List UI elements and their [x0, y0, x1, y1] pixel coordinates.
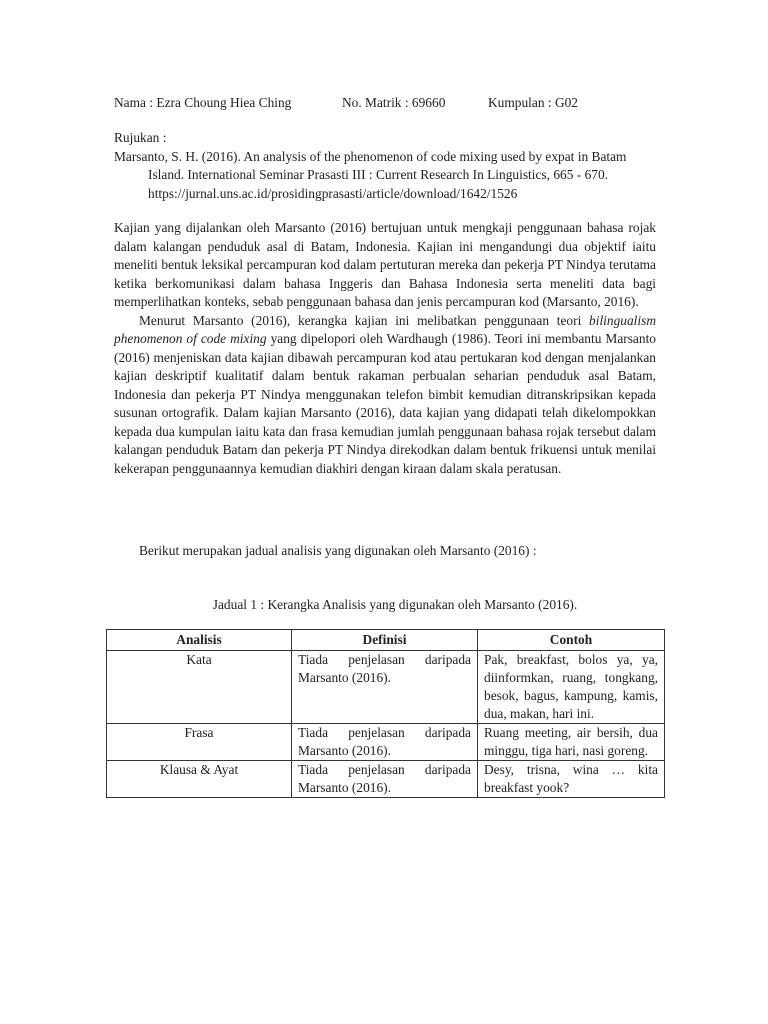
cell-analisis: Frasa — [107, 724, 292, 761]
cell-analisis: Kata — [107, 651, 292, 724]
header-contoh: Contoh — [478, 630, 665, 651]
summary-paragraph-2 — [114, 312, 656, 479]
cell-definisi: Tiada penjelasan daripada Marsanto (2016). — [292, 761, 478, 798]
cell-analisis: Klausa & Ayat — [107, 761, 292, 798]
reference-label: Rujukan : — [114, 130, 167, 145]
table-row — [107, 761, 665, 798]
table-header-row — [107, 630, 665, 651]
paragraph-2-end: yang dipelopori oleh Wardhaugh (1986). Teori ini membantu Marsanto (2016) menjeniskan data kajian dibawah percampuran kod atau pertukaran kod dengan menjalankan kajian deskriptif kualitatif dalam bentuk rakaman perbualan seharian penduduk asal Batam, Indonesia dan pekerja PT Nindya menggunakan telefon bimbit kemudian ditranskripsikan kepada susunan ortografik. Dalam kajian Marsanto (2016), data kajian yang didapati telah dikelompokkan kepada dua kumpulan iaitu kata dan frasa kemudian jumlah penggunaan bahasa rojak tersebut dalam kalangan penduduk Batam dan pekerja PT Nindya direkodkan dalam bentuk frikuensi untuk menilai kekerapan penggunaannya kemudian diakhiri dengan kiraan dalam skala peratusan. — [114, 331, 656, 476]
theory-name: bilingualism phenomenon of code mixing — [114, 312, 656, 346]
cell-contoh: Desy, trisna, wina … kita breakfast yook? — [478, 761, 665, 798]
table-caption: Jadual 1 : Kerangka Analisis yang digunakan oleh Marsanto (2016). — [212, 597, 578, 612]
student-header — [114, 94, 578, 113]
matric-number: No. Matrik : 69660 — [342, 95, 446, 110]
summary-paragraph-1: Kajian yang dijalankan oleh Marsanto (2016) bertujuan untuk mengkaji penggunaan bahasa rojak dalam kalangan penduduk asal di Batam, Indonesia. Kajian ini mengandungi dua objektif iaitu meneliti bentuk leksikal percampuran kod dalam pertuturan mereka dan pekerja PT Nindya terutama ketika berkomunikasi dalam bahasa Inggeris dan Bahasa Indonesia serta meneliti data bagi memperlihatkan konteks, sebab penggunaan bahasa dan jenis percampuran kod (Marsanto, 2016). — [114, 220, 656, 309]
reference-section — [114, 129, 659, 203]
cell-contoh: Ruang meeting, air bersih, dua minggu, tiga hari, nasi goreng. — [478, 724, 665, 761]
header-analisis: Analisis — [107, 630, 292, 651]
group-number: Kumpulan : G02 — [488, 95, 579, 110]
student-name: Nama : Ezra Choung Hiea Ching — [114, 95, 292, 110]
cell-definisi: Tiada penjelasan daripada Marsanto (2016). — [292, 724, 478, 761]
table-row — [107, 724, 665, 761]
analysis-table — [106, 629, 665, 798]
table-row — [107, 651, 665, 724]
cell-contoh: Pak, breakfast, bolos ya, ya, diinformkan, ruang, tongkang, besok, bagus, kampung, kamis, dua, makan, hari ini. — [478, 651, 665, 724]
paragraph-2-start: Menurut Marsanto (2016), kerangka kajian ini melibatkan penggunaan teori — [139, 312, 590, 328]
table-intro: Berikut merupakan jadual analisis yang digunakan oleh Marsanto (2016) : — [139, 543, 537, 558]
cell-definisi: Tiada penjelasan daripada Marsanto (2016). — [292, 651, 478, 724]
header-definisi: Definisi — [292, 630, 478, 651]
summary-body — [114, 219, 656, 478]
reference-citation: Marsanto, S. H. (2016). An analysis of the phenomenon of code mixing used by expat in Batam Island. International Seminar Prasasti III : Current Research In Linguistics, 665 - 670. https://jurnal.uns.ac.id/prosidingprasasti/article/download/1642/1526 — [114, 148, 627, 201]
